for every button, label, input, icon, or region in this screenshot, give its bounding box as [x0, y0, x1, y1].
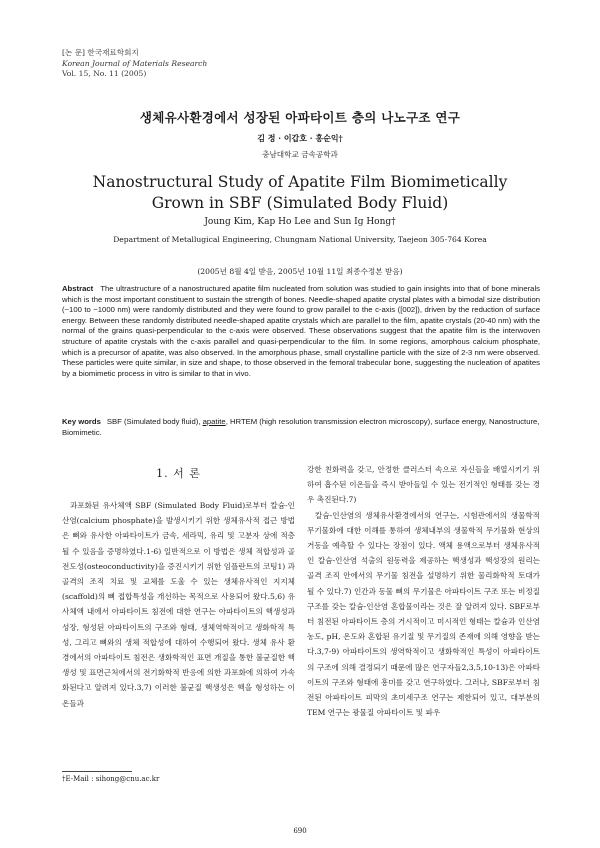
korean-title: 생체유사환경에서 성장된 아파타이트 층의 나노구조 연구 [139, 110, 461, 125]
english-affiliation: Department of Metallugical Engineering, Chungnam National University, Taejeon 305-764 Korea [113, 235, 487, 244]
left-column [62, 498, 295, 711]
received-dates: (2005년 8월 4일 받음, 2005년 10월 11일 최종수정본 받음) [197, 267, 403, 276]
english-title-line-1: Nanostructural Study of Apatite Film Biomimetically [92, 173, 508, 191]
footnote-email: †E-Mail : sihong@cnu.ac.kr [62, 775, 160, 783]
keywords-text-start: SBF (Simulated body fluid), [106, 417, 203, 426]
section-heading-introduction: 1. 서 론 [156, 467, 201, 480]
right-column-paragraph-2: 칼슘-인산염의 생체유사환경에서의 연구는, 시험관에서의 생물학적 무기물화에 대한 이해를 통하여 생체내부의 생물학적 무기물화 현상의 거동을 예측할 수 있다는 장점이 있다. 액체 용액으로부터 생체유사적인 칼슘-인산염 석출의 원동력을 제공하는 핵생성과 핵성장의 원리는 골격 조직 안에서의 무기물 침전을 설명하기 위한 물리화학적 토대가 될 수 있다.7) 인간과 동물 뼈의 무기물은 아파타이트 구조 또는 비정질 구조를 갖는 칼슘-인산염 혼합물이라는 것은 잘 알려져 있다. SBF로부터 침전된 아파타이트 층의 거시적이고 미시적인 형태는 칼슘과 인산염 농도, pH, 온도와 혼합된 유기질 및 무기질의 존재에 의해 영향을 받는다.3,7-9) 아파타이트의 생역학적이고 생화학적인 특성이 아파타이트의 구조에 의해 결정되기 때문에 많은 연구자들2,3,5,10-13)은 아파타이트의 구조와 형태에 흥미를 갖고 연구하였다. 그러나, SBF로부터 침전된 아파타이트 피막의 초미세구조 연구는 제한되어 있고, 대부분의 TEM 연구는 광물질 아파타이트 및 파우 [307, 510, 540, 718]
journal-header [62, 48, 207, 80]
journal-english-name: Korean Journal of Materials Research [62, 58, 208, 68]
english-authors: Joung Kim, Kap Ho Lee and Sun Ig Hong† [204, 217, 396, 227]
keywords-text-end: , HRTEM (high resolution transmission electron microscopy), surface energy, Nanostructure, Biomimetic. [62, 417, 540, 437]
right-column [307, 462, 540, 720]
keywords [62, 417, 540, 438]
keywords-label: Key words [62, 417, 101, 426]
english-title [0, 172, 600, 214]
journal-volume: Vol. 15, No. 11 (2005) [62, 69, 147, 78]
abstract-label: Abstract [62, 284, 94, 293]
keyword-apatite: apatite [202, 417, 226, 426]
right-column-paragraph-1: 강한 친화력을 갖고, 안정한 클러스터 속으로 자신들을 배열시키기 위하여 흡수된 이온들을 즉시 받아들일 수 있는 전기적인 형태를 갖는 경우 촉진된다.7) [307, 465, 540, 505]
footnote-rule [62, 771, 132, 772]
journal-korean-name: [논 문] 한국재료학회지 [62, 48, 139, 57]
page-number: 690 [293, 827, 307, 835]
left-column-paragraph: 과포화된 유사체액 SBF (Simulated Body Fluid)로부터 칼슘-인산염(calcium phosphate)을 발생시키기 위한 생체유사적 접근 방법은 뼈와 유사한 아파타이트가 금속, 세라믹, 유리 및 고분자 상에 적층될 수 있음을 증명하였다.1-6) 일반적으로 이 방법은 생체 적합성과 골전도성(osteoconductivity)을 증진시키기 위한 임플란트의 코팅1) 과 골격의 조직 치료 및 교체를 도울 수 있는 생체유사적인 지지체(scaffold)의 뼈 접합특성을 개선하는 목적으로 사용되어 왔다.5,6) 유사체액 내에서 아파타이트 침전에 대한 연구는 아파타이트의 핵생성과 성장, 형성된 아파타이트의 구조와 형태, 생체역학적이고 생화학적 특성, 그리고 뼈와의 생체 적합성에 대하여 수행되어 왔다. 생체 유사 환경에서의 아파타이트 침전은 생화학적인 표면 개질을 통한 불균질한 핵생성 및 표면근처에서의 전기화학적 반응에 의한 과포화에 의하여 가속화된다고 알려져 있다.3,7) 이러한 불균질 핵생성은 핵을 형성하는 이온들과 [62, 501, 296, 708]
korean-affiliation: 충남대학교 금속공학과 [262, 150, 338, 159]
abstract [62, 284, 540, 379]
korean-authors: 김 정 · 이갑호 · 홍순익† [257, 133, 343, 143]
abstract-text: The ultrastructure of a nanostructured apatite film nucleated from solution was studied to gain insights into that of bone minerals which is the most important constituent to sustain the strength of bones. Needle-shaped apatite crystal plates with a bimodal size distribution (~100 to ~1000 nm) were randomly distributed and they were found to grow parallel to the c-axis ([002]), driven by the reduction of surface energy. Between these randomly distributed needle-shaped apatite crystals which are parallel to the film, apatite crystals (20-40 nm) with the normal of the grains quasi-perpendicular to the c-axis were observed. These observations suggest that the apatite film is the interwoven structure of apatite crystals with the c-axis parallel and quasi-perpendicular to the film. In some regions, amorphous calcium phosphate, which is a precursor of apatite, was also observed. In the amorphous phase, small crystalline particle with the size of 2-3 nm were observed. These particles were quite similar, in size and shape, to those observed in the femoral trabecular bone, suggesting the nucleation of apatites by a biomimetic process in vitro is similar to that in vivo. [62, 284, 540, 378]
english-title-line-2: Grown in SBF (Simulated Body Fluid) [151, 194, 449, 212]
